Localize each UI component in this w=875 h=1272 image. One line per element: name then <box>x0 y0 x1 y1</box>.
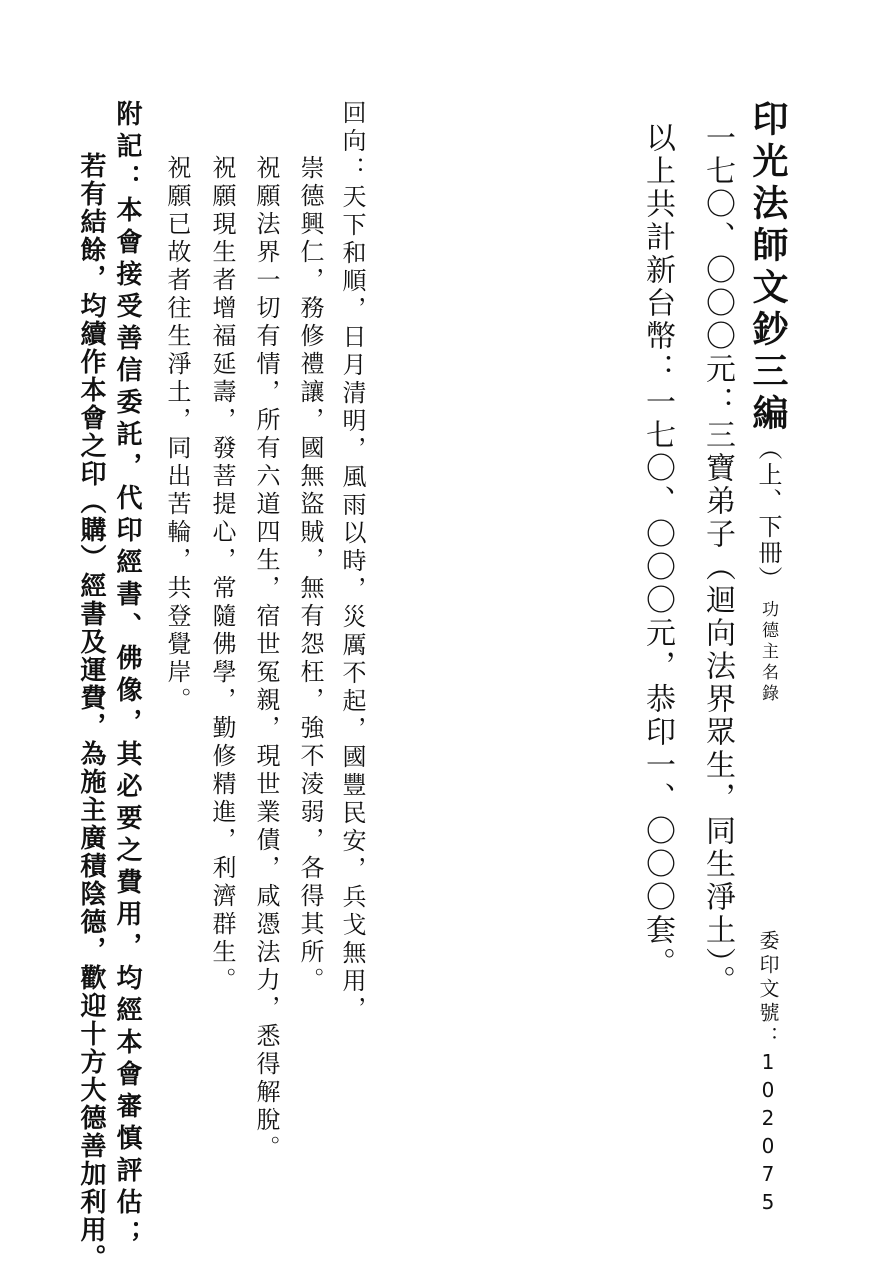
book-title-suffix: 功德主名錄 <box>758 600 778 705</box>
dedication-line: 祝願現生者增福延壽，發菩提心，常隨佛學，勤修精進，利濟群生。 <box>208 155 236 995</box>
total-line: 以上共計新台幣：一七〇、〇〇〇元，恭印一、〇〇〇套。 <box>640 122 675 980</box>
serial-number: 委印文號：102075 <box>756 930 780 1218</box>
dedication-header: 回向：天下和順，日月清明，風雨以時，災厲不起，國豐民安，兵戈無用， <box>338 100 366 1024</box>
dedication-line: 崇德興仁，務修禮讓，國無盜賊，無有怨枉，強不淩弱，各得其所。 <box>296 155 324 995</box>
book-title-volumes: （上、下冊） <box>754 436 782 592</box>
book-title-main: 印光法師文鈔三編 <box>747 100 789 436</box>
note-line-1: 附記：本會接受善信委託，代印經書、佛像，其必要之費用，均經本會審慎評估； <box>112 100 142 1252</box>
book-title <box>747 100 789 705</box>
dedication-line: 祝願已故者往生淨土，同出苦輪，共登覺岸。 <box>163 155 191 715</box>
donation-entry: 一七〇、〇〇〇元：三寶弟子（迴向法界眾生，同生淨土）。 <box>700 122 735 998</box>
note-line-2: 若有結餘，均續作本會之印（購）經書及運費，為施主廣積陰德，歡迎十方大德善加利用。 <box>76 152 106 1272</box>
dedication-line: 祝願法界一切有情，所有六道四生，宿世冤親，現世業債，咸憑法力，悉得解脫。 <box>252 155 280 1163</box>
